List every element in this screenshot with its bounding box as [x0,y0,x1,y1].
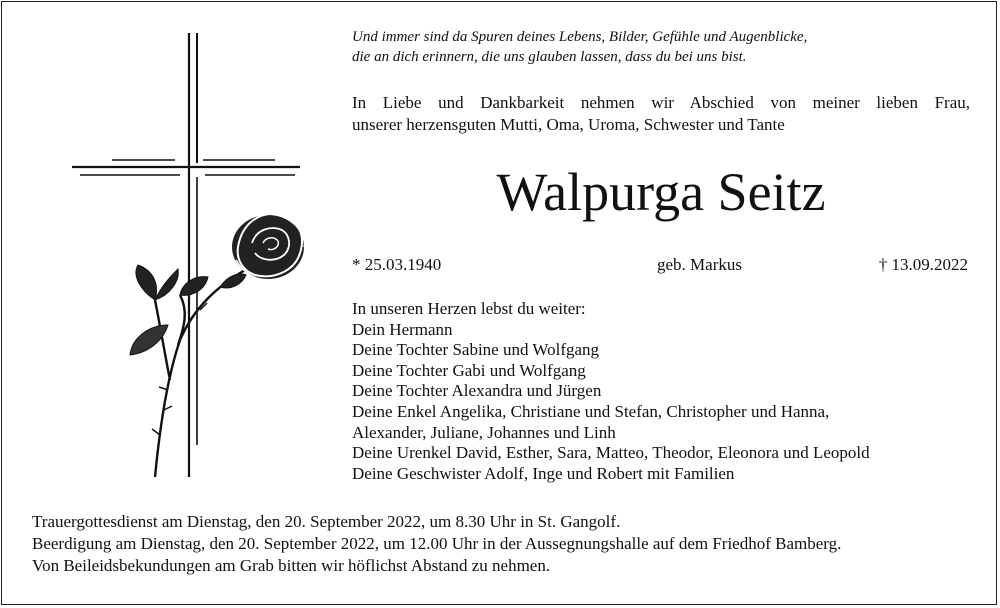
verse-line: Und immer sind da Spuren deines Lebens, Bilder, Gefühle und Augenblicke, [352,29,808,45]
service-line: Von Beileidsbekundungen am Grab bitten wir höflichst Abstand zu nehmen. [32,556,551,575]
memorial-verse [352,27,972,67]
farewell-intro [352,92,970,136]
mourners-line: Deine Tochter Alexandra und Jürgen [352,381,602,401]
service-line: Trauergottesdienst am Dienstag, den 20. September 2022, um 8.30 Uhr in St. Gangolf. [32,512,621,531]
service-details [32,511,972,577]
cross-with-rose-icon [60,25,320,485]
mourners-line: Deine Tochter Sabine und Wolfgang [352,340,600,360]
death-date: † 13.09.2022 [878,255,968,274]
deceased-name: Walpurga Seitz [496,162,826,222]
mourners-list [352,299,972,484]
mourners-line: Dein Hermann [352,319,453,339]
service-line: Beerdigung am Dienstag, den 20. September 2022, um 12.00 Uhr in der Aussegnungshalle auf dem Friedhof Bamberg. [32,534,842,553]
mourners-line: Deine Tochter Gabi und Wolfgang [352,360,586,380]
birth-name: geb. Markus [657,255,742,274]
birth-date: * 25.03.1940 [352,255,442,274]
mourners-line: Deine Enkel Angelika, Christiane und Stefan, Christopher und Hanna, [352,401,830,421]
intro-line: unserer herzensguten Mutti, Oma, Uroma, Schwester und Tante [352,115,785,134]
mourners-line: In unseren Herzen lebst du weiter: [352,299,586,318]
mourners-line: Deine Urenkel David, Esther, Sara, Matteo, Theodor, Eleonora und Leopold [352,443,870,463]
mourners-line: Deine Geschwister Adolf, Inge und Robert mit Familien [352,463,735,483]
intro-line: In Liebe und Dankbarkeit nehmen wir Abschied von meiner lieben Frau, [352,93,970,112]
mourners-line: Alexander, Juliane, Johannes und Linh [352,422,616,442]
verse-line: die an dich erinnern, die uns glauben lassen, dass du bei uns bist. [352,49,747,65]
